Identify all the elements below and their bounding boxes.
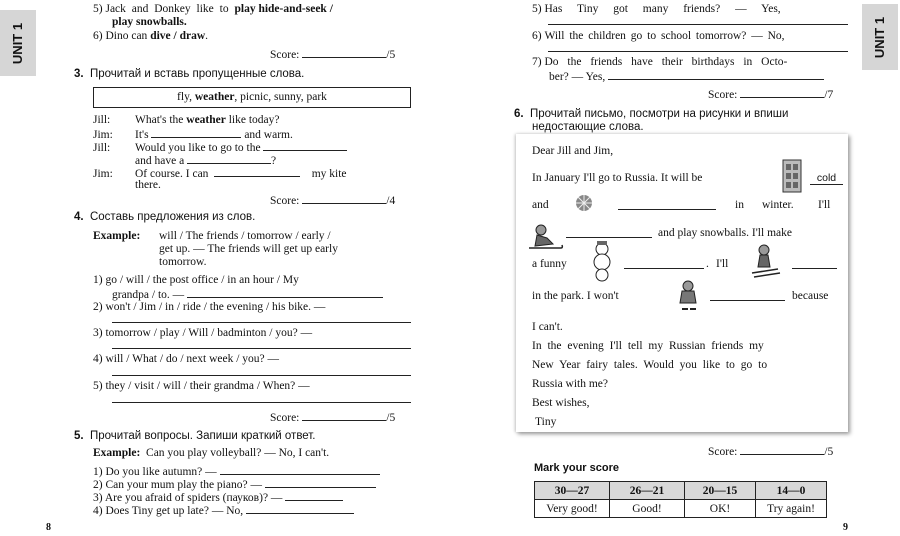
score-table-labels (535, 500, 827, 518)
letter-line-2d: I'll (818, 199, 831, 211)
letter-line-4b: I'll (716, 258, 729, 270)
letter-line-4-dot: . (706, 258, 709, 270)
ex4-example-l3: tomorrow. (159, 256, 207, 268)
ex5-item-3: 3) Are you afraid of spiders (пауков)? — (93, 490, 343, 504)
snowflake-icon (573, 193, 595, 213)
page-number-left: 8 (46, 522, 51, 533)
ex6-heading-l2: недостающие слова. (532, 121, 644, 133)
ex4-heading: 4. Составь предложения из слов. (74, 211, 256, 223)
mark-your-score-title: Mark your score (534, 462, 619, 474)
letter-answer-cold: cold (810, 172, 843, 185)
ex5-item-4: 4) Does Tiny get up late? — No, (93, 503, 354, 517)
letter-line-5b: because (792, 290, 829, 302)
snowman-icon (588, 240, 616, 282)
ex2-item-5: 5) Jack and Donkey like to play hide-and-seek / (93, 3, 333, 15)
letter-line-2c: winter. (762, 199, 794, 211)
score-label-cell: OK! (685, 500, 756, 518)
ex5-item-6: 6) Will the children go to school tomorrow? — No, (532, 30, 785, 42)
score-table-ranges (535, 482, 827, 500)
dialog-line-3b: and have a ? (135, 155, 277, 167)
letter-greeting: Dear Jill and Jim, (532, 145, 614, 157)
score-label-cell: Try again! (756, 500, 827, 518)
letter-line-3: and play snowballs. I'll make (658, 227, 792, 239)
score-ex3: Score: /4 (270, 195, 396, 207)
ex2-item-5-line2: play snowballs. (112, 16, 187, 28)
skiing-child-icon (748, 243, 782, 279)
score-range-cell: 14—0 (756, 482, 827, 500)
ex5-item-1: 1) Do you like autumn? — (93, 464, 380, 478)
letter-signature: Tiny (535, 416, 557, 428)
dialog-line-4: Jim: Of course. I can my kite (93, 168, 347, 180)
ex5-item-7: 7) Do the friends have their birthdays in Octo- (532, 56, 788, 68)
letter-line-6: I can't. (532, 321, 563, 333)
letter-line-5a: in the park. I won't (532, 290, 619, 302)
score-ex5: Score: /7 (708, 89, 834, 101)
ex3-heading: 3. Прочитай и вставь пропущенные слова. (74, 68, 305, 80)
ex4-item-1: 1) go / will / the post office / in an hour / My (93, 274, 299, 286)
ex5-example: Example: Can you play volleyball? — No, I can't. (93, 447, 330, 459)
dialog-line-3: Jill: Would you like to go to the (93, 140, 347, 154)
letter-line-1: In January I'll go to Russia. It will be (532, 172, 703, 184)
ex5-item-7b: ber? — Yes, (549, 69, 824, 83)
unit-tab-right: UNIT 1 (862, 4, 898, 70)
dialog-line-1: Jill: What's the weather like today? (93, 114, 280, 126)
score-label-cell: Good! (610, 500, 685, 518)
score-range-cell: 26—21 (610, 482, 685, 500)
word-box: fly, weather, picnic, sunny, park (93, 87, 411, 108)
ex5-item-5: 5) Has Tiny got many friends? — Yes, (532, 3, 781, 15)
ex2-item-6: 6) Dino can dive / draw. (93, 30, 209, 42)
score-label-cell: Very good! (535, 500, 610, 518)
score-ex4: Score: /5 (270, 412, 396, 424)
page-number-right: 9 (843, 522, 848, 533)
dialog-line-4b: there. (135, 179, 161, 191)
letter-line-10: Best wishes, (532, 397, 590, 409)
score-range-cell: 30—27 (535, 482, 610, 500)
letter-line-7: In the evening I'll tell my Russian friends my (532, 340, 764, 352)
ex4-item-4: 4) will / What / do / next week / you? — (93, 353, 280, 365)
dialog-line-2: Jim: It's and warm. (93, 129, 293, 141)
sledding-child-icon (527, 222, 565, 254)
ex4-example: Example: will / The friends / tomorrow / early / (93, 230, 331, 242)
score-range-cell: 20—15 (685, 482, 756, 500)
ex4-item-3: 3) tomorrow / play / Will / badminton / you? — (93, 327, 313, 339)
unit-tab-left: UNIT 1 (0, 10, 36, 76)
ex4-example-l2: get up. — The friends will get up early (159, 243, 338, 255)
letter-line-2a: and (532, 199, 549, 211)
letter-line-2b: in (735, 199, 744, 211)
score-ex2: Score: /5 (270, 49, 396, 61)
ex4-item-1b: grandpa / to. — (112, 287, 383, 301)
letter-line-4a: a funny (532, 258, 567, 270)
ex6-heading: 6. Прочитай письмо, посмотри на рисунки и впиши (514, 108, 789, 120)
ex5-heading: 5. Прочитай вопросы. Запиши краткий ответ. (74, 430, 316, 442)
icicles-building-icon (780, 158, 804, 194)
ex4-item-2: 2) won't / Jim / in / ride / the evening / his bike. — (93, 301, 326, 313)
letter-line-8: New Year fairy tales. Would you like to go to (532, 359, 768, 371)
ex5-item-2: 2) Can your mum play the piano? — (93, 477, 376, 491)
letter-line-9: Russia with me? (532, 378, 609, 390)
score-ex6: Score: /5 (708, 446, 834, 458)
score-table (534, 481, 827, 518)
ex4-item-5: 5) they / visit / will / their grandma / When? — (93, 380, 310, 392)
skating-child-icon (672, 279, 704, 315)
